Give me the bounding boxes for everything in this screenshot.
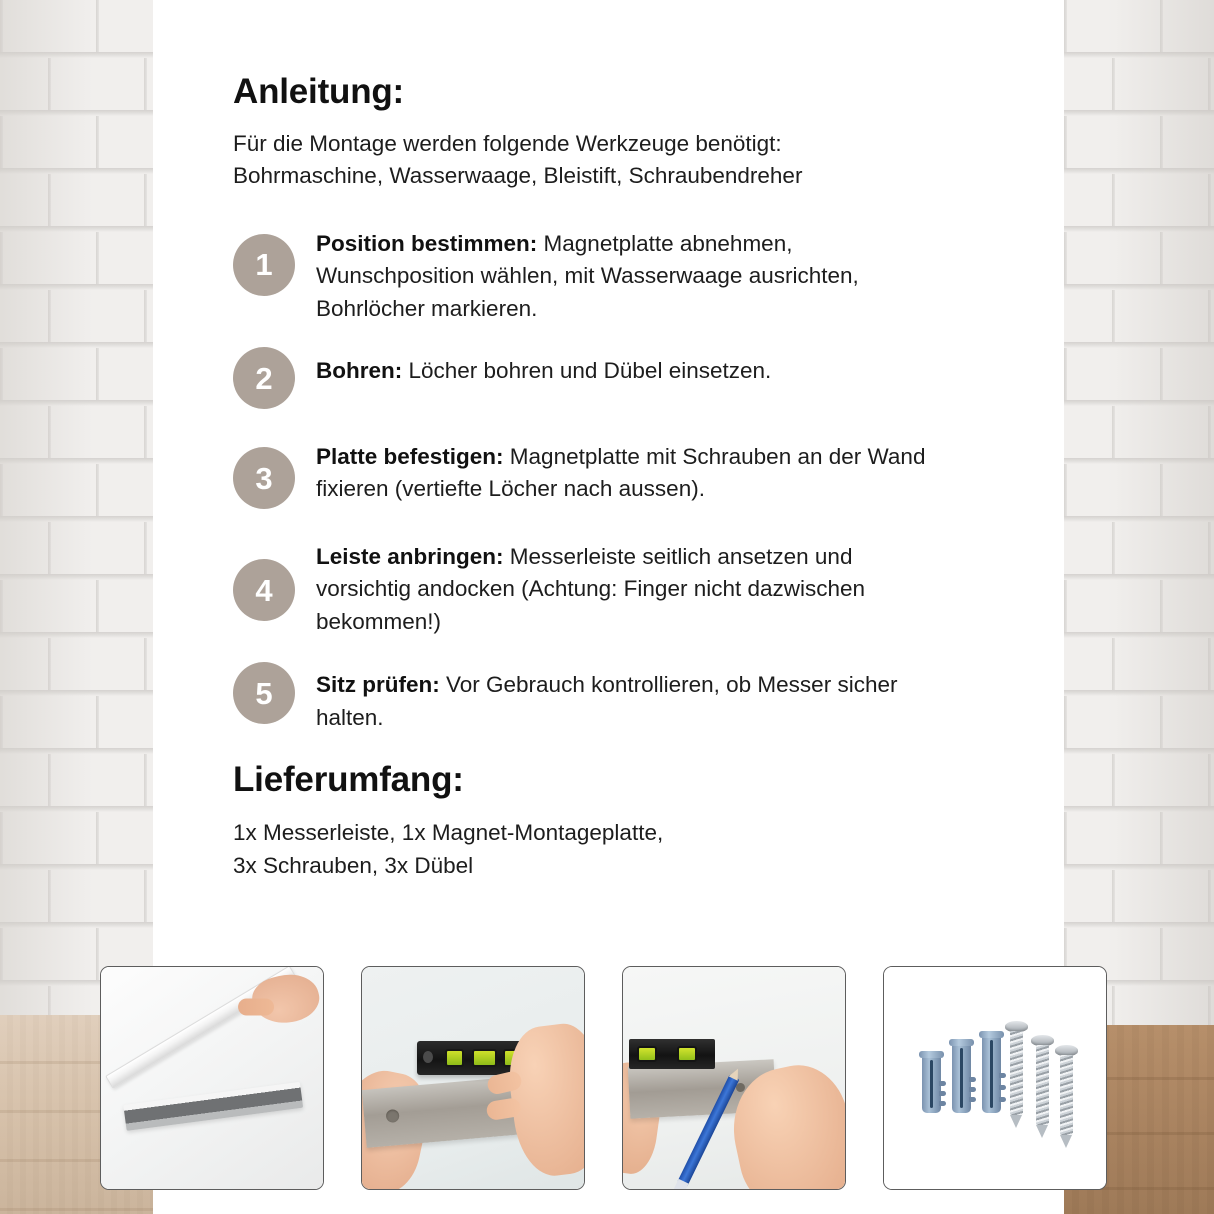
plug-fin-icon <box>939 1101 946 1106</box>
dowels-and-screws-photo <box>883 966 1107 1190</box>
step-description <box>316 664 926 734</box>
supply-line-2: 3x Schrauben, 3x Dübel <box>233 852 474 878</box>
card-content <box>153 0 1064 882</box>
intro-line-2: Bohrmaschine, Wasserwaage, Bleistift, Schraubendreher <box>233 162 803 188</box>
step-number-badge: 3 <box>233 447 295 509</box>
brick-joints-right <box>1064 0 1214 1030</box>
supply-title: Lieferumfang: <box>233 760 464 799</box>
level-vial-icon <box>677 1046 697 1062</box>
page-title: Anleitung: <box>233 72 405 111</box>
instruction-card <box>153 0 1064 1214</box>
screw-shaft-icon <box>1010 1031 1023 1115</box>
step-item <box>233 435 1064 509</box>
finger-illustration <box>238 998 274 1015</box>
spirit-level-illustration <box>629 1039 715 1069</box>
step-number-badge: 5 <box>233 662 295 724</box>
wall-plug-illustration <box>982 1031 1001 1113</box>
screw-tip-icon <box>1036 1125 1048 1138</box>
step-body: Messerleiste seitlich ansetzen und vorsichtig andocken (Achtung: Finger nicht dazwischen bekommen!) <box>316 544 866 634</box>
step-description <box>316 222 926 325</box>
photo-strip <box>100 966 1130 1190</box>
step-item <box>233 535 1064 638</box>
step-item <box>233 664 1064 734</box>
step-title: Leiste anbringen: <box>316 544 504 570</box>
plug-fin-icon <box>999 1073 1006 1078</box>
step-body: Vor Gebrauch kontrollieren, ob Messer sicher halten. <box>316 672 898 730</box>
screw-shaft-icon <box>1060 1055 1073 1135</box>
brick-wall-left <box>0 0 153 1030</box>
plug-fin-icon <box>999 1097 1006 1102</box>
intro-text <box>233 128 1064 192</box>
wall-plug-illustration <box>952 1039 971 1113</box>
spirit-level-on-plate-photo <box>361 966 585 1190</box>
step-description <box>316 535 926 638</box>
step-body: Magnetplatte abnehmen, Wunschposition wählen, mit Wasserwaage ausrichten, Bohrlöcher markieren. <box>316 230 859 321</box>
step-body: Magnetplatte mit Schrauben an der Wand fixieren (vertiefte Löcher nach aussen). <box>316 444 926 502</box>
knife-bar-lift-photo <box>100 966 324 1190</box>
plug-fin-icon <box>969 1097 976 1102</box>
step-title: Bohren: <box>316 358 403 384</box>
step-number-badge: 4 <box>233 559 295 621</box>
marking-drill-hole-photo <box>622 966 846 1190</box>
supply-line-1: 1x Messerleiste, 1x Magnet-Montageplatte, <box>233 820 664 845</box>
step-title: Sitz prüfen: <box>316 672 440 698</box>
step-description <box>316 351 771 387</box>
brick-joints-left <box>0 0 153 1030</box>
screw-tip-icon <box>1060 1135 1072 1148</box>
plug-fin-icon <box>969 1077 976 1082</box>
step-description <box>316 435 926 506</box>
level-vial-icon <box>472 1049 497 1067</box>
plug-fin-icon <box>969 1087 976 1092</box>
plug-fin-icon <box>939 1081 946 1086</box>
step-title: Position bestimmen: <box>316 230 538 256</box>
step-item <box>233 351 1064 409</box>
brick-wall-right <box>1064 0 1214 1030</box>
plug-fin-icon <box>939 1091 946 1096</box>
plug-fin-icon <box>999 1085 1006 1090</box>
screw-tip-icon <box>1010 1115 1022 1128</box>
step-number-badge: 1 <box>233 234 295 296</box>
step-number-badge: 2 <box>233 347 295 409</box>
supply-text <box>233 817 1064 882</box>
level-vial-icon <box>445 1049 464 1067</box>
level-hole-icon <box>423 1051 433 1063</box>
wall-plug-illustration <box>922 1051 941 1113</box>
step-item <box>233 222 1064 325</box>
step-list <box>233 222 1064 734</box>
screw-shaft-icon <box>1036 1045 1049 1125</box>
level-vial-icon <box>637 1046 657 1062</box>
drill-hole-illustration <box>386 1109 400 1123</box>
step-title: Platte befestigen: <box>316 444 504 470</box>
intro-line-1: Für die Montage werden folgende Werkzeuge benötigt: <box>233 131 782 156</box>
step-body: Löcher bohren und Dübel einsetzen. <box>402 358 772 384</box>
